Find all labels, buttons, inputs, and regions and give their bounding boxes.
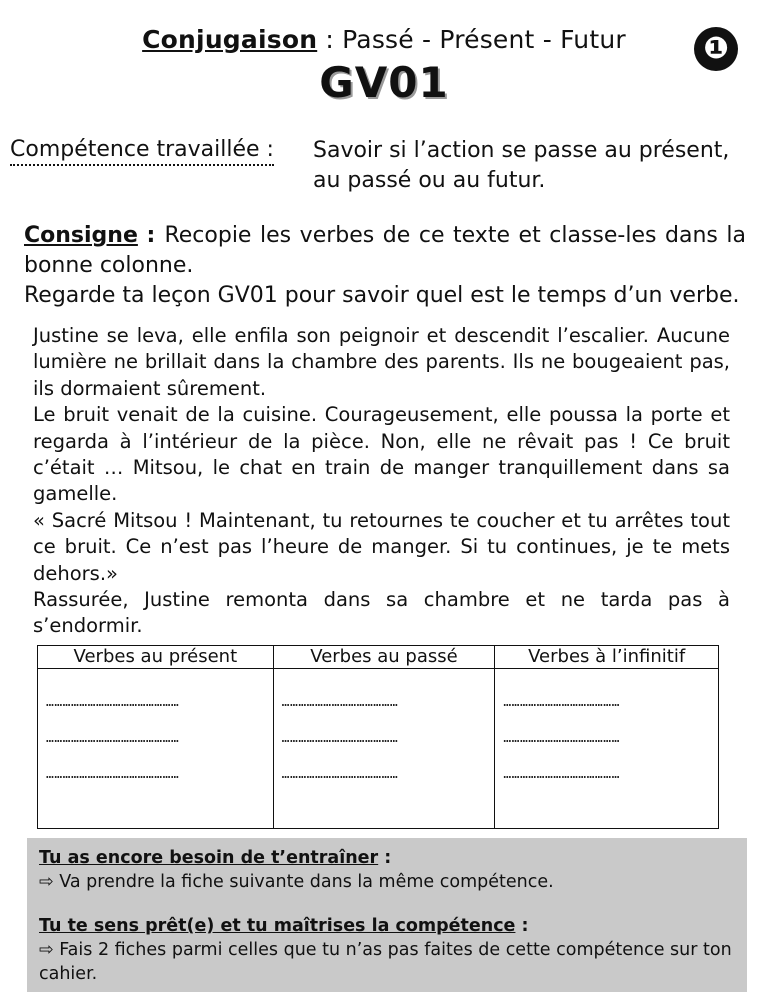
consigne [24,221,746,281]
story-paragraph: « Sacré Mitsou ! Maintenant, tu retournes te coucher et tu arrêtes tout ce bruit. Ce n’est pas l’heure de manger. Si tu continues, je te mets dehors.» [33,508,730,585]
title-separator: : [325,25,343,54]
answer-line[interactable]: …………………………………… [281,767,399,782]
help-title-practice [39,846,735,870]
answer-line[interactable]: ………………………………………… [46,695,180,710]
past-column[interactable] [273,669,495,829]
infinitive-column[interactable] [495,669,719,829]
story-paragraph: Justine se leva, elle enfila son peignoir et descendit l’escalier. Aucune lumière ne brillait dans la chambre des parents. Ils ne bougeaient pas, ils dormaient sûrement. [33,324,730,400]
page-title [0,24,768,56]
help-text-practice: ⇨ Va prendre la fiche suivante dans la même compétence. [39,872,554,892]
answer-line[interactable]: ………………………………………… [46,767,180,782]
competence-text: Savoir si l’action se passe au présent, au passé ou au futur. [313,138,730,193]
help-title-ready [39,914,735,938]
worksheet-code: GV01 [319,58,449,107]
story-paragraph: Rassurée, Justine remonta dans sa chambre et ne tarda pas à s’endormir. [33,588,730,638]
header-present: Verbes au présent [38,646,274,669]
help-title-ready-colon: : [515,916,529,936]
header-infinitive: Verbes à l’infinitif [495,646,719,669]
answer-line[interactable]: …………………………………… [281,731,399,746]
help-title-ready-text: Tu te sens prêt(e) et tu maîtrises la compétence [39,916,516,936]
answer-line[interactable]: …………………………………… [503,767,620,782]
story-text [33,323,730,640]
help-title-practice-colon: : [378,848,392,868]
table-row [38,669,719,829]
help-spacer [39,894,735,914]
worksheet-number: ❶ [703,31,729,66]
competence-label: Compétence travaillée : [10,136,274,166]
help-text-ready: ⇨ Fais 2 fiches parmi celles que tu n’as pas faites de cette compétence sur ton cahier. [39,940,732,984]
consigne-text: Recopie les verbes de ce texte et classe-les dans la bonne colonne. [24,223,746,278]
consigne-colon: : [146,223,165,248]
consigne-label: Consigne [24,223,138,248]
worksheet-number-badge [694,27,738,71]
topic-title: Passé - Présent - Futur [342,25,626,54]
header-past: Verbes au passé [273,646,495,669]
table-header-row [38,646,719,669]
answer-line[interactable]: …………………………………… [503,695,620,710]
subject-title: Conjugaison [142,25,318,54]
help-title-practice-text: Tu as encore besoin de t’entraîner [39,848,379,868]
verbs-table [37,645,719,829]
consigne-hint: Regarde ta leçon GV01 pour savoir quel est le temps d’un verbe. [24,283,740,308]
present-column[interactable] [38,669,274,829]
help-box [27,838,747,992]
story-paragraph: Le bruit venait de la cuisine. Courageusement, elle poussa la porte et regarda à l’intérieur de la pièce. Non, elle ne rêvait pas ! Ce bruit c’était … Mitsou, le chat en train de manger tranquillement dans sa gamelle. [33,403,730,506]
answer-line[interactable]: …………………………………… [503,731,620,746]
answer-line[interactable]: ………………………………………… [46,731,180,746]
answer-line[interactable]: …………………………………… [281,695,399,710]
